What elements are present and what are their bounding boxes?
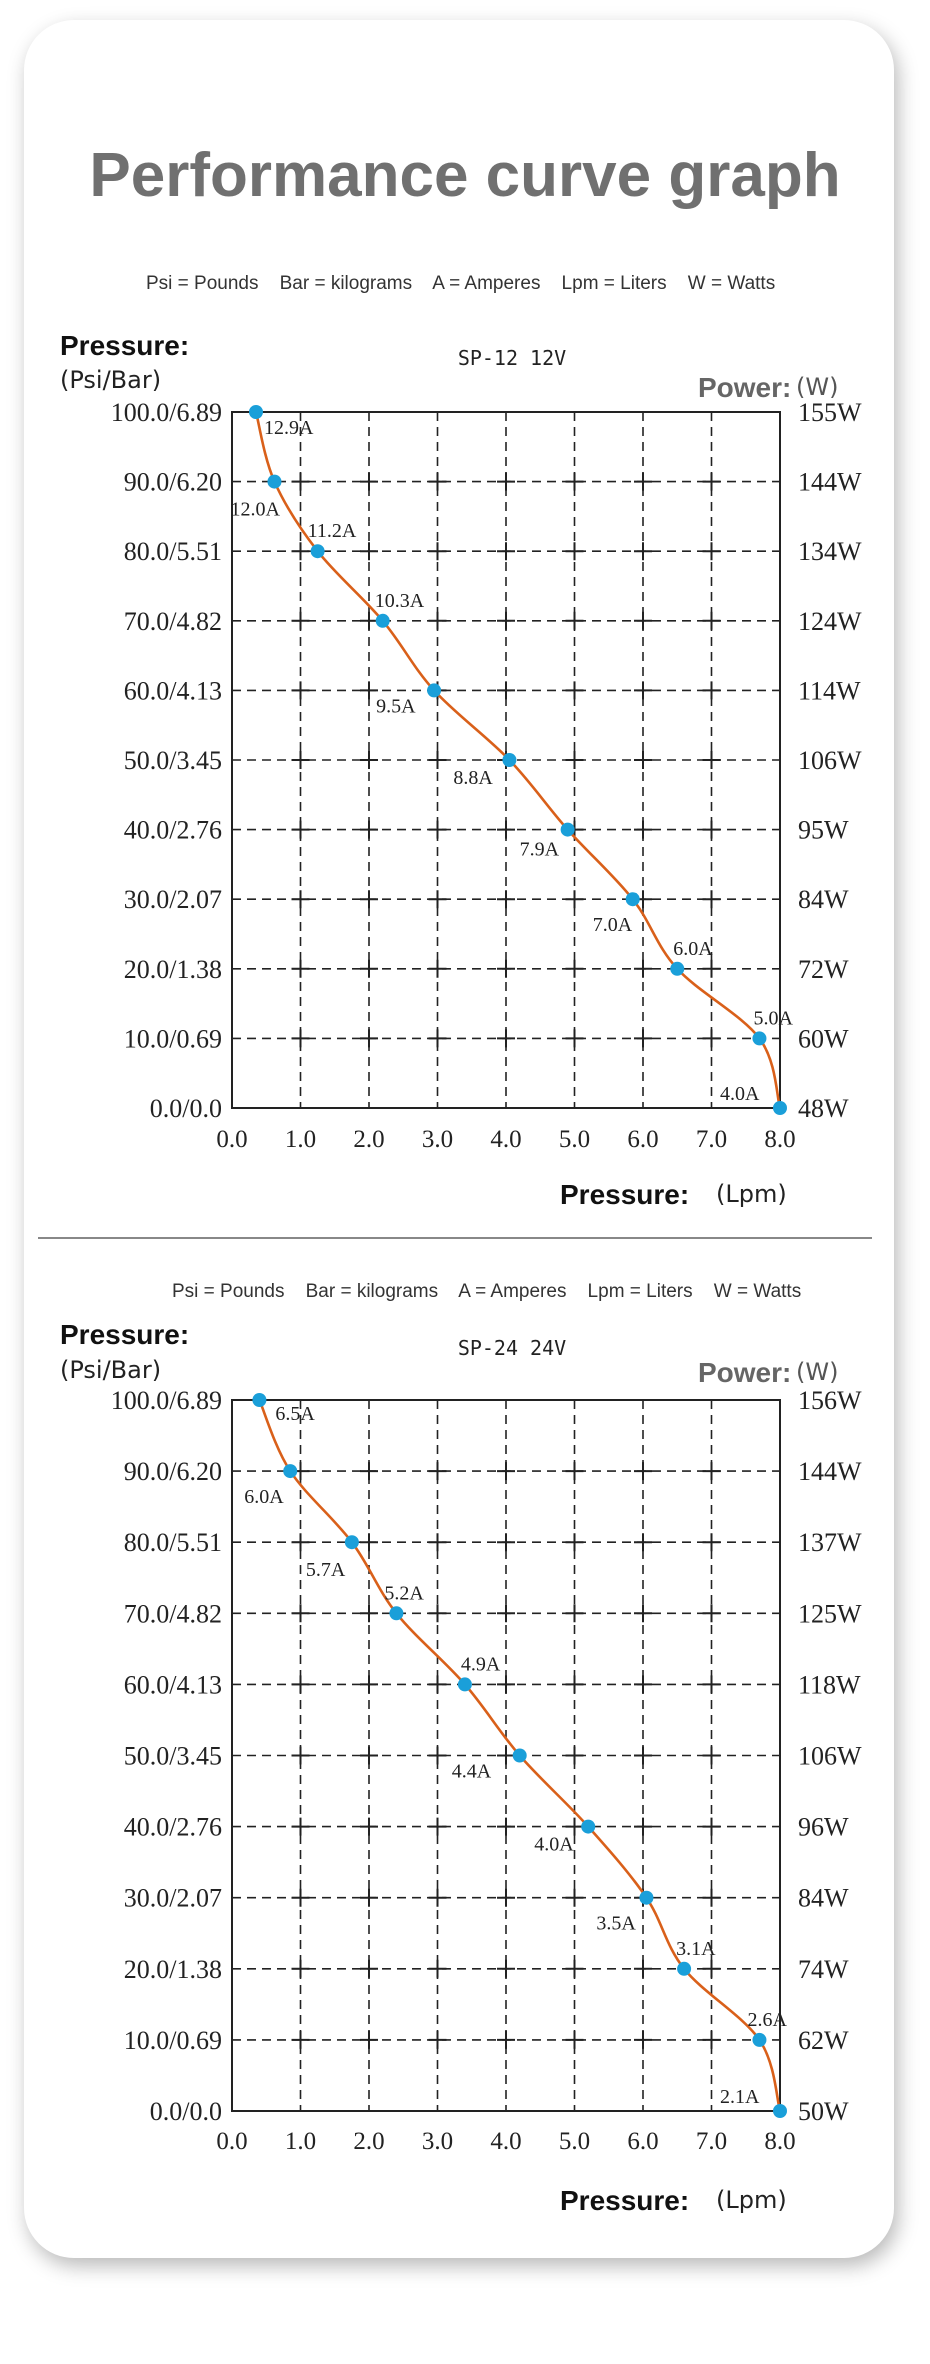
grid-cross-marker bbox=[634, 1747, 652, 1765]
grid-cross-marker bbox=[703, 1889, 721, 1907]
x-tick-label: 4.0 bbox=[490, 1126, 522, 1153]
grid-cross-marker bbox=[292, 473, 310, 491]
data-point bbox=[458, 1677, 472, 1691]
power-axis-unit: (W) bbox=[796, 1358, 839, 1386]
point-current-label: 3.5A bbox=[596, 1912, 636, 1935]
x-tick-label: 2.0 bbox=[353, 1126, 385, 1153]
x-tick-label: 0.0 bbox=[216, 1126, 248, 1153]
grid-cross-marker bbox=[360, 1604, 378, 1622]
x-tick-label: 3.0 bbox=[421, 1126, 454, 1153]
point-current-label: 6.5A bbox=[275, 1403, 315, 1425]
grid-cross-marker bbox=[703, 1604, 721, 1622]
grid-cross-marker bbox=[360, 751, 378, 769]
grid-cross-marker bbox=[429, 890, 447, 908]
grid-cross-marker bbox=[703, 1533, 721, 1551]
y-tick-label: 40.0/2.76 bbox=[123, 815, 222, 845]
grid-cross-marker bbox=[292, 2031, 310, 2049]
grid-cross-marker bbox=[292, 960, 310, 978]
grid-cross-marker bbox=[634, 1533, 652, 1551]
x-tick-label: 5.0 bbox=[558, 1126, 591, 1153]
grid-cross-marker bbox=[634, 1675, 652, 1693]
grid-cross-marker bbox=[566, 1889, 584, 1907]
grid-cross-marker bbox=[634, 612, 652, 630]
power-tick-label: 156W bbox=[798, 1386, 862, 1415]
x-tick-label: 1.0 bbox=[284, 1126, 317, 1153]
grid-cross-marker bbox=[360, 821, 378, 839]
grid-cross-marker bbox=[703, 960, 721, 978]
grid-cross-marker bbox=[497, 1604, 515, 1622]
grid-cross-marker bbox=[497, 612, 515, 630]
point-current-label: 12.9A bbox=[263, 417, 314, 439]
power-axis-label: Power: bbox=[698, 372, 792, 403]
point-current-label: 3.1A bbox=[676, 1937, 716, 1960]
power-tick-label: 106W bbox=[798, 746, 862, 775]
point-current-label: 5.2A bbox=[384, 1582, 424, 1605]
data-point bbox=[752, 1031, 766, 1045]
point-current-label: 6.0A bbox=[244, 1486, 284, 1509]
grid-cross-marker bbox=[634, 1029, 652, 1047]
point-current-label: 7.0A bbox=[592, 914, 633, 937]
power-tick-label: 84W bbox=[798, 1883, 849, 1913]
power-tick-label: 50W bbox=[798, 2097, 849, 2126]
y-tick-label: 70.0/4.82 bbox=[123, 606, 222, 636]
grid-cross-marker bbox=[566, 1533, 584, 1551]
y-axis-unit: (Psi/Bar) bbox=[60, 366, 162, 394]
power-tick-label: 48W bbox=[798, 1094, 849, 1123]
grid-cross-marker bbox=[429, 1818, 447, 1836]
data-point bbox=[283, 1464, 297, 1478]
y-tick-label: 90.0/6.20 bbox=[123, 467, 222, 497]
y-tick-label: 10.0/0.69 bbox=[123, 2025, 222, 2055]
x-tick-label: 7.0 bbox=[695, 1126, 728, 1153]
grid-cross-marker bbox=[634, 542, 652, 560]
y-tick-label: 90.0/6.20 bbox=[123, 1457, 222, 1487]
power-tick-label: 134W bbox=[798, 537, 862, 567]
grid-cross-marker bbox=[497, 2031, 515, 2049]
grid-cross-marker bbox=[634, 751, 652, 769]
grid-cross-marker bbox=[360, 1675, 378, 1693]
grid bbox=[232, 1400, 780, 2111]
grid-cross-marker bbox=[566, 1029, 584, 1047]
grid-cross-marker bbox=[292, 1604, 310, 1622]
grid-cross-marker bbox=[292, 1533, 310, 1551]
grid-cross-marker bbox=[634, 1604, 652, 1622]
y-tick-label: 30.0/2.07 bbox=[123, 1883, 222, 1913]
units-legend-top: Psi = Pounds Bar = kilograms A = Amperes Lpm = Liters W = Watts bbox=[146, 273, 776, 294]
x-axis-unit: (Lpm) bbox=[716, 1180, 787, 1208]
grid-cross-marker bbox=[497, 1029, 515, 1047]
y-tick-label: 50.0/3.45 bbox=[123, 1741, 222, 1771]
x-axis-label: Pressure: bbox=[560, 2185, 690, 2216]
grid-cross-marker bbox=[703, 1960, 721, 1978]
grid-cross-marker bbox=[566, 1604, 584, 1622]
grid-cross-marker bbox=[360, 1960, 378, 1978]
grid-cross-marker bbox=[566, 2031, 584, 2049]
grid-cross-marker bbox=[360, 473, 378, 491]
grid-cross-marker bbox=[360, 960, 378, 978]
point-current-label: 12.0A bbox=[230, 498, 280, 521]
grid-cross-marker bbox=[566, 960, 584, 978]
grid-cross-marker bbox=[566, 751, 584, 769]
x-tick-label: 5.0 bbox=[558, 2128, 591, 2155]
grid-cross-marker bbox=[497, 1747, 515, 1765]
grid-cross-marker bbox=[360, 1747, 378, 1765]
power-tick-label: 155W bbox=[798, 398, 862, 427]
power-tick-label: 62W bbox=[798, 2025, 849, 2055]
data-point bbox=[561, 823, 575, 837]
y-tick-label: 0.0/0.0 bbox=[149, 2097, 222, 2126]
y-tick-label: 20.0/1.38 bbox=[123, 954, 222, 984]
grid-cross-marker bbox=[497, 890, 515, 908]
power-tick-label: 118W bbox=[798, 1670, 861, 1700]
data-point bbox=[626, 892, 640, 906]
y-tick-label: 100.0/6.89 bbox=[110, 398, 222, 427]
grid-cross-marker bbox=[497, 1462, 515, 1480]
data-point bbox=[311, 544, 325, 558]
chart-title: SP-24 24V bbox=[457, 1336, 567, 1360]
data-point bbox=[502, 753, 516, 767]
point-current-label: 11.2A bbox=[307, 520, 357, 543]
grid-cross-marker bbox=[703, 1675, 721, 1693]
grid-cross-marker bbox=[360, 1462, 378, 1480]
grid-cross-marker bbox=[566, 1747, 584, 1765]
grid-cross-marker bbox=[360, 2031, 378, 2049]
power-tick-label: 144W bbox=[798, 467, 862, 497]
data-point bbox=[252, 1393, 266, 1407]
power-axis-unit: (W) bbox=[796, 373, 839, 401]
grid-cross-marker bbox=[360, 1818, 378, 1836]
grid-cross-marker bbox=[292, 542, 310, 560]
grid-cross-marker bbox=[634, 1818, 652, 1836]
grid-cross-marker bbox=[497, 1818, 515, 1836]
grid-cross-marker bbox=[497, 1960, 515, 1978]
chart-sp12 bbox=[0, 330, 930, 1230]
grid-cross-marker bbox=[566, 1675, 584, 1693]
data-point bbox=[267, 475, 281, 489]
point-current-label: 4.9A bbox=[460, 1653, 501, 1676]
point-current-label: 10.3A bbox=[374, 589, 425, 612]
grid-cross-marker bbox=[360, 1533, 378, 1551]
grid-cross-marker bbox=[497, 1889, 515, 1907]
y-tick-label: 80.0/5.51 bbox=[123, 1528, 222, 1558]
power-tick-label: 125W bbox=[798, 1599, 862, 1629]
grid-cross-marker bbox=[360, 1889, 378, 1907]
grid-cross-marker bbox=[429, 542, 447, 560]
y-tick-label: 80.0/5.51 bbox=[123, 537, 222, 567]
data-point bbox=[773, 1101, 787, 1115]
grid-cross-marker bbox=[497, 1675, 515, 1693]
grid-cross-marker bbox=[497, 1533, 515, 1551]
units-legend-bottom: Psi = Pounds Bar = kilograms A = Amperes Lpm = Liters W = Watts bbox=[172, 1281, 802, 1302]
grid-cross-marker bbox=[429, 1029, 447, 1047]
y-tick-label: 60.0/4.13 bbox=[123, 1670, 222, 1700]
power-tick-label: 144W bbox=[798, 1457, 862, 1487]
power-tick-label: 74W bbox=[798, 1954, 849, 1984]
y-tick-label: 10.0/0.69 bbox=[123, 1024, 222, 1054]
grid-cross-marker bbox=[429, 1889, 447, 1907]
x-axis-unit: (Lpm) bbox=[716, 2186, 787, 2214]
grid-cross-marker bbox=[703, 612, 721, 630]
x-tick-label: 6.0 bbox=[627, 2128, 659, 2155]
grid-cross-marker bbox=[634, 821, 652, 839]
grid-cross-marker bbox=[703, 751, 721, 769]
grid-cross-marker bbox=[703, 1029, 721, 1047]
x-tick-label: 1.0 bbox=[284, 2128, 317, 2155]
data-point bbox=[677, 1962, 691, 1976]
y-axis-unit: (Psi/Bar) bbox=[60, 1356, 162, 1384]
grid-cross-marker bbox=[566, 681, 584, 699]
point-current-label: 7.9A bbox=[519, 838, 560, 861]
data-point bbox=[427, 683, 441, 697]
power-tick-label: 96W bbox=[798, 1812, 849, 1842]
power-tick-label: 137W bbox=[798, 1528, 862, 1558]
grid-cross-marker bbox=[429, 1747, 447, 1765]
point-current-label: 5.7A bbox=[305, 1559, 346, 1582]
grid-cross-marker bbox=[497, 821, 515, 839]
point-current-label: 4.0A bbox=[720, 1083, 760, 1105]
x-tick-label: 2.0 bbox=[353, 2128, 385, 2155]
grid-cross-marker bbox=[634, 1960, 652, 1978]
data-point bbox=[345, 1535, 359, 1549]
grid-cross-marker bbox=[634, 1462, 652, 1480]
grid-cross-marker bbox=[292, 1960, 310, 1978]
y-tick-label: 50.0/3.45 bbox=[123, 746, 222, 775]
grid-cross-marker bbox=[566, 542, 584, 560]
power-tick-label: 95W bbox=[798, 815, 849, 845]
x-axis-label: Pressure: bbox=[560, 1179, 690, 1210]
page-title: Performance curve graph bbox=[89, 141, 841, 210]
y-tick-label: 100.0/6.89 bbox=[110, 1386, 222, 1415]
power-axis-label: Power: bbox=[698, 1357, 792, 1388]
grid-cross-marker bbox=[292, 1818, 310, 1836]
point-current-label: 4.4A bbox=[451, 1760, 492, 1783]
grid-cross-marker bbox=[360, 1029, 378, 1047]
y-tick-label: 70.0/4.82 bbox=[123, 1599, 222, 1629]
grid-cross-marker bbox=[292, 1747, 310, 1765]
point-current-label: 6.0A bbox=[673, 937, 713, 960]
data-point bbox=[249, 405, 263, 419]
grid-cross-marker bbox=[703, 2031, 721, 2049]
grid-cross-marker bbox=[429, 1675, 447, 1693]
grid-cross-marker bbox=[292, 890, 310, 908]
grid-cross-marker bbox=[292, 751, 310, 769]
point-current-label: 2.1A bbox=[720, 2086, 760, 2108]
x-tick-label: 3.0 bbox=[421, 2128, 454, 2155]
grid-cross-marker bbox=[497, 681, 515, 699]
power-tick-label: 114W bbox=[798, 676, 861, 706]
section-divider bbox=[38, 1237, 872, 1239]
grid-cross-marker bbox=[566, 890, 584, 908]
grid-cross-marker bbox=[429, 821, 447, 839]
grid-cross-marker bbox=[429, 1462, 447, 1480]
grid-cross-marker bbox=[292, 1029, 310, 1047]
grid-cross-marker bbox=[634, 681, 652, 699]
grid-cross-marker bbox=[497, 960, 515, 978]
data-point bbox=[752, 2033, 766, 2047]
point-current-label: 9.5A bbox=[376, 695, 416, 718]
power-tick-label: 106W bbox=[798, 1741, 862, 1771]
data-point bbox=[670, 962, 684, 976]
y-axis-label: Pressure: bbox=[60, 330, 190, 361]
y-tick-label: 30.0/2.07 bbox=[123, 885, 222, 915]
grid-cross-marker bbox=[566, 612, 584, 630]
point-current-label: 2.6A bbox=[747, 2008, 787, 2031]
y-tick-label: 40.0/2.76 bbox=[123, 1812, 222, 1842]
chart-sp24 bbox=[0, 1315, 930, 2245]
grid-cross-marker bbox=[703, 473, 721, 491]
grid-cross-marker bbox=[292, 681, 310, 699]
grid-cross-marker bbox=[429, 1533, 447, 1551]
power-tick-label: 72W bbox=[798, 954, 849, 984]
grid-cross-marker bbox=[566, 473, 584, 491]
grid-cross-marker bbox=[429, 751, 447, 769]
x-tick-label: 0.0 bbox=[216, 2128, 248, 2155]
data-point bbox=[513, 1749, 527, 1763]
point-current-label: 4.0A bbox=[534, 1833, 574, 1856]
grid-cross-marker bbox=[292, 612, 310, 630]
x-tick-label: 8.0 bbox=[764, 1126, 796, 1153]
x-tick-label: 7.0 bbox=[695, 2128, 728, 2155]
grid-cross-marker bbox=[429, 960, 447, 978]
data-point bbox=[376, 614, 390, 628]
grid-cross-marker bbox=[634, 473, 652, 491]
data-point bbox=[581, 1820, 595, 1834]
data-point bbox=[639, 1891, 653, 1905]
y-axis-label: Pressure: bbox=[60, 1319, 190, 1350]
point-current-label: 8.8A bbox=[453, 767, 493, 789]
grid-cross-marker bbox=[292, 1889, 310, 1907]
grid-cross-marker bbox=[497, 473, 515, 491]
power-tick-label: 60W bbox=[798, 1024, 849, 1054]
grid-cross-marker bbox=[703, 1747, 721, 1765]
grid-cross-marker bbox=[429, 612, 447, 630]
grid-cross-marker bbox=[566, 1960, 584, 1978]
grid-cross-marker bbox=[703, 1818, 721, 1836]
grid-cross-marker bbox=[429, 473, 447, 491]
grid-cross-marker bbox=[292, 821, 310, 839]
data-point bbox=[773, 2104, 787, 2118]
y-tick-label: 20.0/1.38 bbox=[123, 1954, 222, 1984]
grid-cross-marker bbox=[566, 1462, 584, 1480]
grid-cross-marker bbox=[703, 1462, 721, 1480]
grid-cross-marker bbox=[703, 890, 721, 908]
grid-cross-marker bbox=[497, 542, 515, 560]
x-tick-label: 8.0 bbox=[764, 2128, 796, 2155]
x-tick-label: 4.0 bbox=[490, 2128, 522, 2155]
point-current-label: 5.0A bbox=[753, 1007, 793, 1030]
grid-cross-marker bbox=[360, 890, 378, 908]
grid-cross-marker bbox=[703, 821, 721, 839]
y-tick-label: 0.0/0.0 bbox=[149, 1094, 222, 1123]
data-point bbox=[389, 1606, 403, 1620]
y-tick-label: 60.0/4.13 bbox=[123, 676, 222, 706]
grid-cross-marker bbox=[634, 2031, 652, 2049]
chart-title: SP-12 12V bbox=[457, 346, 567, 370]
x-tick-label: 6.0 bbox=[627, 1126, 659, 1153]
grid-cross-marker bbox=[703, 542, 721, 560]
grid-cross-marker bbox=[429, 1604, 447, 1622]
grid-cross-marker bbox=[634, 960, 652, 978]
grid-cross-marker bbox=[429, 2031, 447, 2049]
grid-cross-marker bbox=[360, 542, 378, 560]
grid-cross-marker bbox=[703, 681, 721, 699]
power-tick-label: 124W bbox=[798, 606, 862, 636]
grid-cross-marker bbox=[360, 612, 378, 630]
grid-cross-marker bbox=[429, 1960, 447, 1978]
grid-cross-marker bbox=[292, 1675, 310, 1693]
power-tick-label: 84W bbox=[798, 885, 849, 915]
